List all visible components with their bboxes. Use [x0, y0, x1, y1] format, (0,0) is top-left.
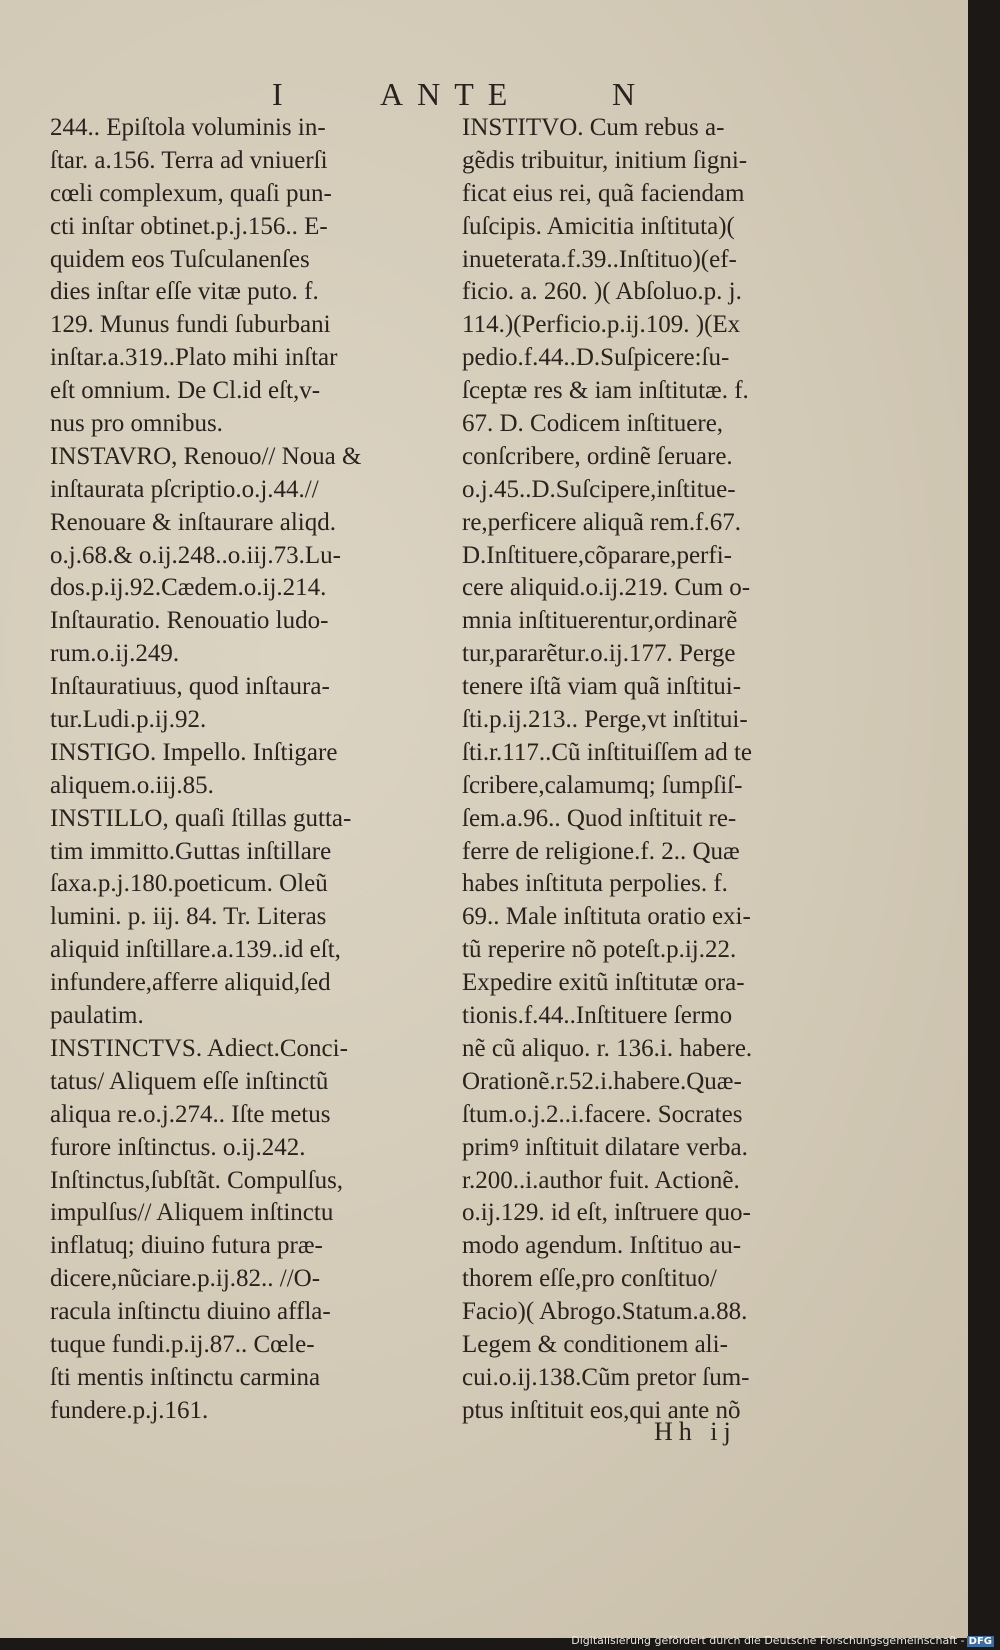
text-line: infundere,afferre aliquid,ſed — [50, 969, 331, 997]
text-line: inſtaurata pſcriptio.o.j.44.// — [50, 475, 319, 503]
text-line: Inſtinctus,ſubſtãt. Compulſus, — [50, 1166, 344, 1194]
text-line: 129. Munus fundi ſuburbani — [50, 311, 331, 339]
text-line: tur,pararẽtur.o.ij.177. Perge — [462, 640, 736, 668]
text-line: Orationẽ.r.52.i.habere.Quæ- — [462, 1067, 742, 1095]
text-line: tũ reperire nõ poteſt.p.ij.22. — [462, 936, 737, 964]
text-line: ferre de religione.f. 2.. Quæ — [462, 837, 740, 865]
text-line: ſtar. a.156. Terra ad vniuerſi — [50, 146, 328, 174]
header-letter-left: I — [272, 76, 289, 112]
text-line: ficio. a. 260. )( Abſoluo.p. j. — [462, 278, 742, 306]
text-line: nẽ cũ aliquo. r. 136.i. habere. — [462, 1034, 753, 1062]
left-column — [50, 112, 455, 1428]
text-line: D.Inſtituere,cõparare,perfi- — [462, 541, 732, 569]
text-line: ſti.r.117..Cũ inſtituiſſem ad te — [462, 738, 753, 766]
text-line: inflatuq; diuino futura præ- — [50, 1232, 323, 1260]
text-line: ſuſcipis. Amicitia inſtituta)( — [462, 212, 735, 240]
digitization-credit — [571, 1634, 994, 1647]
text-line: habes inſtituta perpolies. f. — [462, 870, 728, 898]
text-line: ſti mentis inſtinctu carmina — [50, 1363, 321, 1391]
header-letter-right: N — [612, 76, 642, 112]
text-line: INSTIGO. Impello. Inſtigare — [50, 738, 338, 766]
text-line: cui.o.ij.138.Cũm pretor ſum- — [462, 1363, 750, 1391]
text-line: INSTAVRO, Renouo// Noua & — [50, 442, 362, 470]
text-line: 244.. Epiſtola voluminis in- — [50, 114, 326, 141]
text-line: Inſtauratiuus, quod inſtaura- — [50, 673, 330, 701]
text-line: tur.Ludi.p.ij.92. — [50, 706, 207, 734]
text-line: pedio.f.44..D.Suſpicere:ſu- — [462, 344, 730, 372]
text-line: ptus inſtituit eos,qui ante nõ — [462, 1396, 741, 1424]
text-line: Expedire exitũ inſtitutæ ora- — [462, 969, 745, 997]
text-line: tuque fundi.p.ij.87.. Cœle- — [50, 1330, 315, 1358]
text-line: Renouare & inſtaurare aliqd. — [50, 508, 336, 536]
text-line: quidem eos Tuſculanenſes — [50, 245, 310, 273]
text-line: modo agendum. Inſtituo au- — [462, 1232, 742, 1260]
text-line: Facio)( Abrogo.Statum.a.88. — [462, 1298, 748, 1326]
text-line: 114.)(Perficio.p.ij.109. )(Ex — [462, 311, 741, 339]
text-line: 69.. Male inſtituta oratio exi- — [462, 903, 751, 931]
credit-text: Digitalisierung gefördert durch die Deutsche Forschungsgemeinschaft - — [571, 1634, 965, 1647]
text-line: r.200..i.author fuit. Actionẽ. — [462, 1166, 740, 1194]
text-line: INSTITVO. Cum rebus a- — [462, 114, 725, 141]
text-line: racula inſtinctu diuino affla- — [50, 1298, 331, 1326]
text-line: o.j.45..D.Suſcipere,inſtitue- — [462, 475, 736, 503]
text-line: aliquem.o.iij.85. — [50, 771, 214, 799]
text-line: mnia inſtituerentur,ordinarẽ — [462, 607, 738, 635]
text-line: ſtum.o.j.2..i.facere. Socrates — [462, 1100, 743, 1128]
text-line: ſaxa.p.j.180.poeticum. Oleũ — [50, 870, 328, 898]
text-line: ſcribere,calamumq; ſumpſiſ- — [462, 771, 743, 799]
text-line: fundere.p.j.161. — [50, 1396, 209, 1424]
text-line: impulſus// Aliquem inſtinctu — [50, 1199, 334, 1227]
text-line: inueterata.f.39..Inſtituo)(ef- — [462, 245, 737, 273]
signature-mark: Hh ij — [654, 1417, 737, 1446]
text-line: INSTILLO, quaſi ſtillas gutta- — [50, 804, 352, 832]
text-line: cti inſtar obtinet.p.j.156.. E- — [50, 212, 328, 240]
text-line: ſti.p.ij.213.. Perge,vt inſtitui- — [462, 706, 748, 734]
text-line: aliquid inſtillare.a.139..id eſt, — [50, 936, 341, 964]
text-line: tim immitto.Guttas inſtillare — [50, 837, 332, 865]
text-line: aliqua re.o.j.274.. Iſte metus — [50, 1100, 331, 1128]
text-line: furore inſtinctus. o.ij.242. — [50, 1133, 306, 1161]
header-word: ANTE — [380, 76, 522, 112]
right-column — [462, 112, 852, 1428]
text-line: re,perficere aliquã rem.f.67. — [462, 508, 742, 536]
text-line: o.ij.129. id eſt, inſtruere quo- — [462, 1199, 751, 1227]
text-line: cere aliquid.o.ij.219. Cum o- — [462, 574, 751, 602]
text-line: cœli complexum, quaſi pun- — [50, 179, 332, 207]
text-line: Inſtauratio. Renouatio ludo- — [50, 607, 329, 635]
text-line: paulatim. — [50, 1002, 144, 1030]
text-line: dos.p.ij.92.Cædem.o.ij.214. — [50, 574, 327, 602]
dfg-logo: DFG — [968, 1636, 992, 1647]
text-line: tatus/ Aliquem eſſe inſtinctũ — [50, 1067, 329, 1095]
text-line: o.j.68.& o.ij.248..o.iij.73.Lu- — [50, 541, 341, 569]
text-line: thorem eſſe,pro conſtituo/ — [462, 1265, 717, 1293]
text-line: lumini. p. iij. 84. Tr. Literas — [50, 903, 327, 931]
text-line: conſcribere, ordinẽ ſeruare. — [462, 442, 733, 470]
text-line: tionis.f.44..Inſtituere ſermo — [462, 1002, 733, 1030]
text-line: dies inſtar eſſe vitæ puto. f. — [50, 278, 319, 306]
text-line: Legem & conditionem ali- — [462, 1330, 728, 1358]
text-line: rum.o.ij.249. — [50, 640, 180, 668]
page-edge-shadow — [968, 0, 1000, 1638]
text-line: primꝰ inſtituit dilatare verba. — [462, 1133, 748, 1161]
text-line: dicere,nũciare.p.ij.82.. //O- — [50, 1265, 321, 1293]
text-line: INSTINCTVS. Adiect.Conci- — [50, 1034, 348, 1062]
text-line: 67. D. Codicem inſtituere, — [462, 410, 724, 438]
text-line: eſt omnium. De Cl.id eſt,v- — [50, 377, 321, 405]
text-line: ſem.a.96.. Quod inſtituit re- — [462, 804, 737, 832]
text-line: ficat eius rei, quã faciendam — [462, 179, 745, 207]
text-line: tenere iſtã viam quã inſtitui- — [462, 673, 742, 701]
text-line: ſceptæ res & iam inſtitutæ. f. — [462, 377, 749, 405]
text-line: gẽdis tribuitur, initium ſigni- — [462, 146, 748, 174]
text-line: inſtar.a.319..Plato mihi inſtar — [50, 344, 338, 372]
text-line: nus pro omnibus. — [50, 410, 223, 438]
